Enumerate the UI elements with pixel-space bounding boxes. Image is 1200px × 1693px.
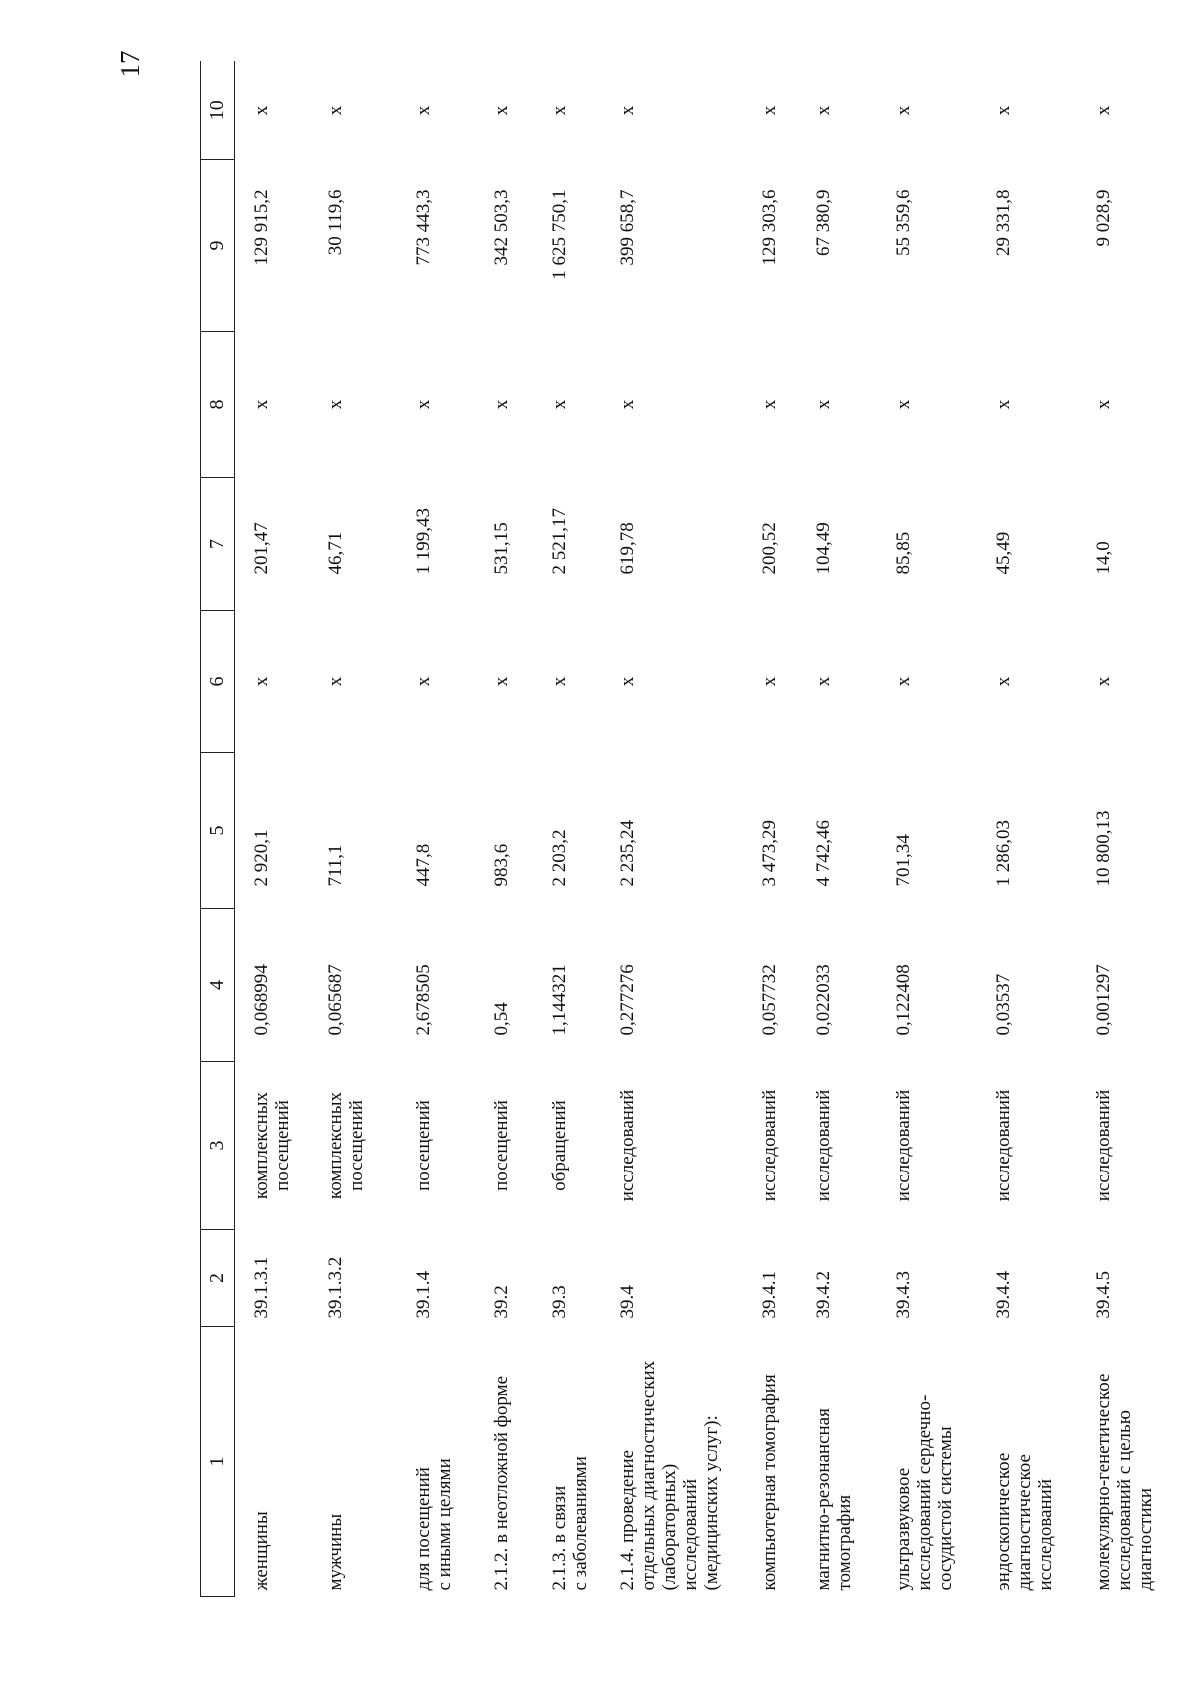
cell-unit-line: обращений (549, 1100, 570, 1191)
cell-name (1077, 1327, 1173, 1597)
cell-name-line: 2.1.4. проведение (617, 1449, 638, 1591)
cell-c4: 0,122408 (893, 964, 914, 1036)
cell-c6: х (325, 676, 346, 687)
cell-name (877, 1327, 977, 1597)
cell-c7: 45,49 (993, 531, 1014, 575)
column-header: 5 (201, 753, 235, 909)
cell-c4: 0,277276 (617, 964, 638, 1036)
cell-unit (797, 1062, 877, 1230)
cell-unit (977, 1062, 1077, 1230)
table-row (397, 62, 475, 1597)
cell-name-line: отдельных диагностических (638, 1360, 659, 1591)
cell-c5: 1 286,03 (993, 820, 1014, 887)
cell-c7: 85,85 (893, 531, 914, 575)
table-row (533, 62, 601, 1597)
cell-unit-line: исследований (993, 1089, 1014, 1202)
cell-c7: 104,49 (813, 522, 834, 575)
cell-name-line: для посещений (413, 1467, 434, 1591)
cell-c8: х (813, 399, 834, 410)
cell-c5: 447,8 (413, 843, 434, 887)
cell-c4: 2,678505 (413, 964, 434, 1036)
cell-name-line: эндоскопическое (993, 1452, 1014, 1591)
cell-c7: 46,71 (325, 531, 346, 575)
cell-c5: 2 235,24 (617, 820, 638, 887)
cell-name (475, 1327, 533, 1597)
column-header: 3 (201, 1062, 235, 1230)
cell-name-line: мужчины (325, 1513, 346, 1591)
cell-c5: 4 742,46 (813, 820, 834, 887)
cell-unit-line: исследований (1093, 1089, 1114, 1202)
cell-unit (309, 1062, 397, 1230)
cell-name (601, 1327, 743, 1597)
column-header: 7 (201, 478, 235, 611)
cell-name-line: исследований (680, 1478, 701, 1591)
cell-code: 39.4.1 (759, 1271, 780, 1319)
cell-c10: х (1093, 105, 1114, 116)
cell-name-line: сосудистой системы (935, 1426, 956, 1591)
cell-name-line: (лабораторных) (659, 1463, 680, 1591)
cell-c4: 0,001297 (1093, 964, 1114, 1036)
cell-c6: х (993, 676, 1014, 687)
cell-c7: 2 521,17 (549, 508, 570, 575)
table-row (309, 62, 397, 1597)
cell-c6: х (759, 676, 780, 687)
cell-c10: х (413, 105, 434, 116)
cell-c10: х (993, 105, 1014, 116)
cell-c5: 2 920,1 (251, 829, 272, 887)
cell-c6: х (251, 676, 272, 687)
cell-c9: 9 028,9 (1093, 189, 1114, 247)
cell-c7: 200,52 (759, 522, 780, 575)
cell-name (743, 1327, 797, 1597)
cell-name (235, 1327, 310, 1597)
cell-c10: х (759, 105, 780, 116)
cell-c5: 701,34 (893, 834, 914, 887)
cell-c6: х (491, 676, 512, 687)
cell-code: 39.1.3.1 (251, 1256, 272, 1319)
cell-c10: х (893, 105, 914, 116)
data-table (200, 62, 1173, 1598)
column-header: 6 (201, 611, 235, 753)
cell-name-line: магнитно-резонансная (813, 1408, 834, 1591)
column-header: 9 (201, 160, 235, 332)
cell-unit (475, 1062, 533, 1230)
cell-c8: х (993, 399, 1014, 410)
cell-c4: 0,068994 (251, 964, 272, 1036)
page-number: 17 (115, 50, 145, 78)
table-row (1077, 62, 1173, 1597)
cell-c5: 3 473,29 (759, 820, 780, 887)
cell-c8: х (413, 399, 434, 410)
cell-c5: 2 203,2 (549, 829, 570, 887)
cell-c10: х (617, 105, 638, 116)
rotated-table-container (200, 62, 1156, 1597)
cell-unit (601, 1062, 743, 1230)
cell-c8: х (549, 399, 570, 410)
cell-unit-line: исследований (759, 1089, 780, 1202)
cell-c10: х (325, 105, 346, 116)
cell-c7: 531,15 (491, 522, 512, 575)
cell-code: 39.4.3 (893, 1271, 914, 1319)
cell-code: 39.1.4 (413, 1271, 434, 1319)
cell-c8: х (759, 399, 780, 410)
cell-c9: 342 503,3 (491, 189, 512, 266)
cell-unit (877, 1062, 977, 1230)
cell-c6: х (413, 676, 434, 687)
cell-c7: 14,0 (1093, 541, 1114, 575)
cell-c9: 773 443,3 (413, 189, 434, 266)
cell-unit (533, 1062, 601, 1230)
table-row (877, 62, 977, 1597)
cell-c4: 0,065687 (325, 964, 346, 1036)
cell-name-line: исследований (1035, 1478, 1056, 1591)
table-row (235, 62, 310, 1597)
cell-unit (397, 1062, 475, 1230)
cell-c10: х (491, 105, 512, 116)
cell-code: 39.4.4 (993, 1271, 1014, 1319)
cell-c10: х (549, 105, 570, 116)
cell-c10: х (813, 105, 834, 116)
cell-c4: 1,144321 (549, 964, 570, 1036)
cell-code: 39.4 (617, 1285, 638, 1319)
cell-unit (743, 1062, 797, 1230)
cell-c7: 1 199,43 (413, 508, 434, 575)
cell-c6: х (549, 676, 570, 687)
cell-name-line: с заболеваниями (570, 1456, 591, 1591)
cell-name-line: томография (834, 1494, 855, 1591)
cell-c9: 30 119,6 (325, 189, 346, 256)
cell-c9: 129 915,2 (251, 189, 272, 266)
cell-name (397, 1327, 475, 1597)
cell-name-line: исследований сердечно- (914, 1394, 935, 1591)
cell-unit-line: комплексных (251, 1091, 272, 1200)
cell-c4: 0,057732 (759, 964, 780, 1036)
column-header: 8 (201, 332, 235, 478)
cell-c6: х (813, 676, 834, 687)
cell-c9: 67 380,9 (813, 189, 834, 256)
cell-c9: 29 331,8 (993, 189, 1014, 256)
cell-name-line: компьютерная томография (759, 1374, 780, 1591)
cell-c7: 201,47 (251, 522, 272, 575)
table-row (475, 62, 533, 1597)
cell-c9: 1 625 750,1 (549, 189, 570, 280)
table-row (797, 62, 877, 1597)
cell-c8: х (893, 399, 914, 410)
cell-c4: 0,03537 (993, 973, 1014, 1036)
cell-c4: 0,54 (491, 1002, 512, 1036)
cell-c8: х (325, 399, 346, 410)
cell-name-line: диагностическое (1014, 1454, 1035, 1591)
cell-c10: х (251, 105, 272, 116)
cell-c4: 0,022033 (813, 964, 834, 1036)
table-row (743, 62, 797, 1597)
cell-name (533, 1327, 601, 1597)
cell-unit (235, 1062, 310, 1230)
cell-code: 39.3 (549, 1285, 570, 1319)
cell-c8: х (251, 399, 272, 410)
cell-c8: х (617, 399, 638, 410)
column-header: 10 (201, 62, 235, 160)
cell-c9: 129 303,6 (759, 189, 780, 266)
cell-name (309, 1327, 397, 1597)
cell-unit-line: посещений (413, 1100, 434, 1191)
cell-unit-line: посещений (346, 1100, 367, 1191)
cell-c5: 983,6 (491, 843, 512, 887)
cell-unit (1077, 1062, 1173, 1230)
cell-c8: х (491, 399, 512, 410)
cell-name-line: с иными целями (434, 1458, 455, 1591)
cell-name-line: молекулярно-генетическое (1093, 1373, 1114, 1591)
cell-name-line: женщины (251, 1511, 272, 1591)
cell-c7: 619,78 (617, 522, 638, 575)
column-header: 4 (201, 909, 235, 1062)
cell-code: 39.2 (491, 1285, 512, 1319)
cell-name-line: ультразвуковое (893, 1467, 914, 1591)
cell-name (797, 1327, 877, 1597)
cell-c6: х (893, 676, 914, 687)
cell-c6: х (617, 676, 638, 687)
cell-code: 39.4.5 (1093, 1271, 1114, 1319)
cell-c5: 711,1 (325, 844, 346, 887)
cell-c5: 10 800,13 (1093, 810, 1114, 887)
cell-name-line: (медицинских услуг): (701, 1415, 722, 1591)
column-header: 2 (201, 1230, 235, 1327)
cell-name-line: 2.1.3. в связи (549, 1485, 570, 1591)
header-row (201, 62, 235, 1597)
table-row (977, 62, 1077, 1597)
column-header: 1 (201, 1327, 235, 1597)
cell-c6: х (1093, 676, 1114, 687)
cell-name (977, 1327, 1077, 1597)
cell-name-line: исследований с целью (1114, 1410, 1135, 1591)
cell-unit-line: исследований (813, 1089, 834, 1202)
cell-unit-line: исследований (617, 1089, 638, 1202)
cell-c9: 399 658,7 (617, 189, 638, 266)
cell-c8: х (1093, 399, 1114, 410)
cell-name-line: 2.1.2. в неотложной форме (491, 1375, 512, 1591)
cell-name-line: диагностики (1135, 1487, 1156, 1591)
cell-code: 39.1.3.2 (325, 1256, 346, 1319)
cell-unit-line: посещений (272, 1100, 293, 1191)
cell-c9: 55 359,6 (893, 189, 914, 256)
cell-unit-line: исследований (893, 1089, 914, 1202)
cell-unit-line: комплексных (325, 1091, 346, 1200)
cell-code: 39.4.2 (813, 1271, 834, 1319)
cell-unit-line: посещений (491, 1100, 512, 1191)
table-row (601, 62, 743, 1597)
